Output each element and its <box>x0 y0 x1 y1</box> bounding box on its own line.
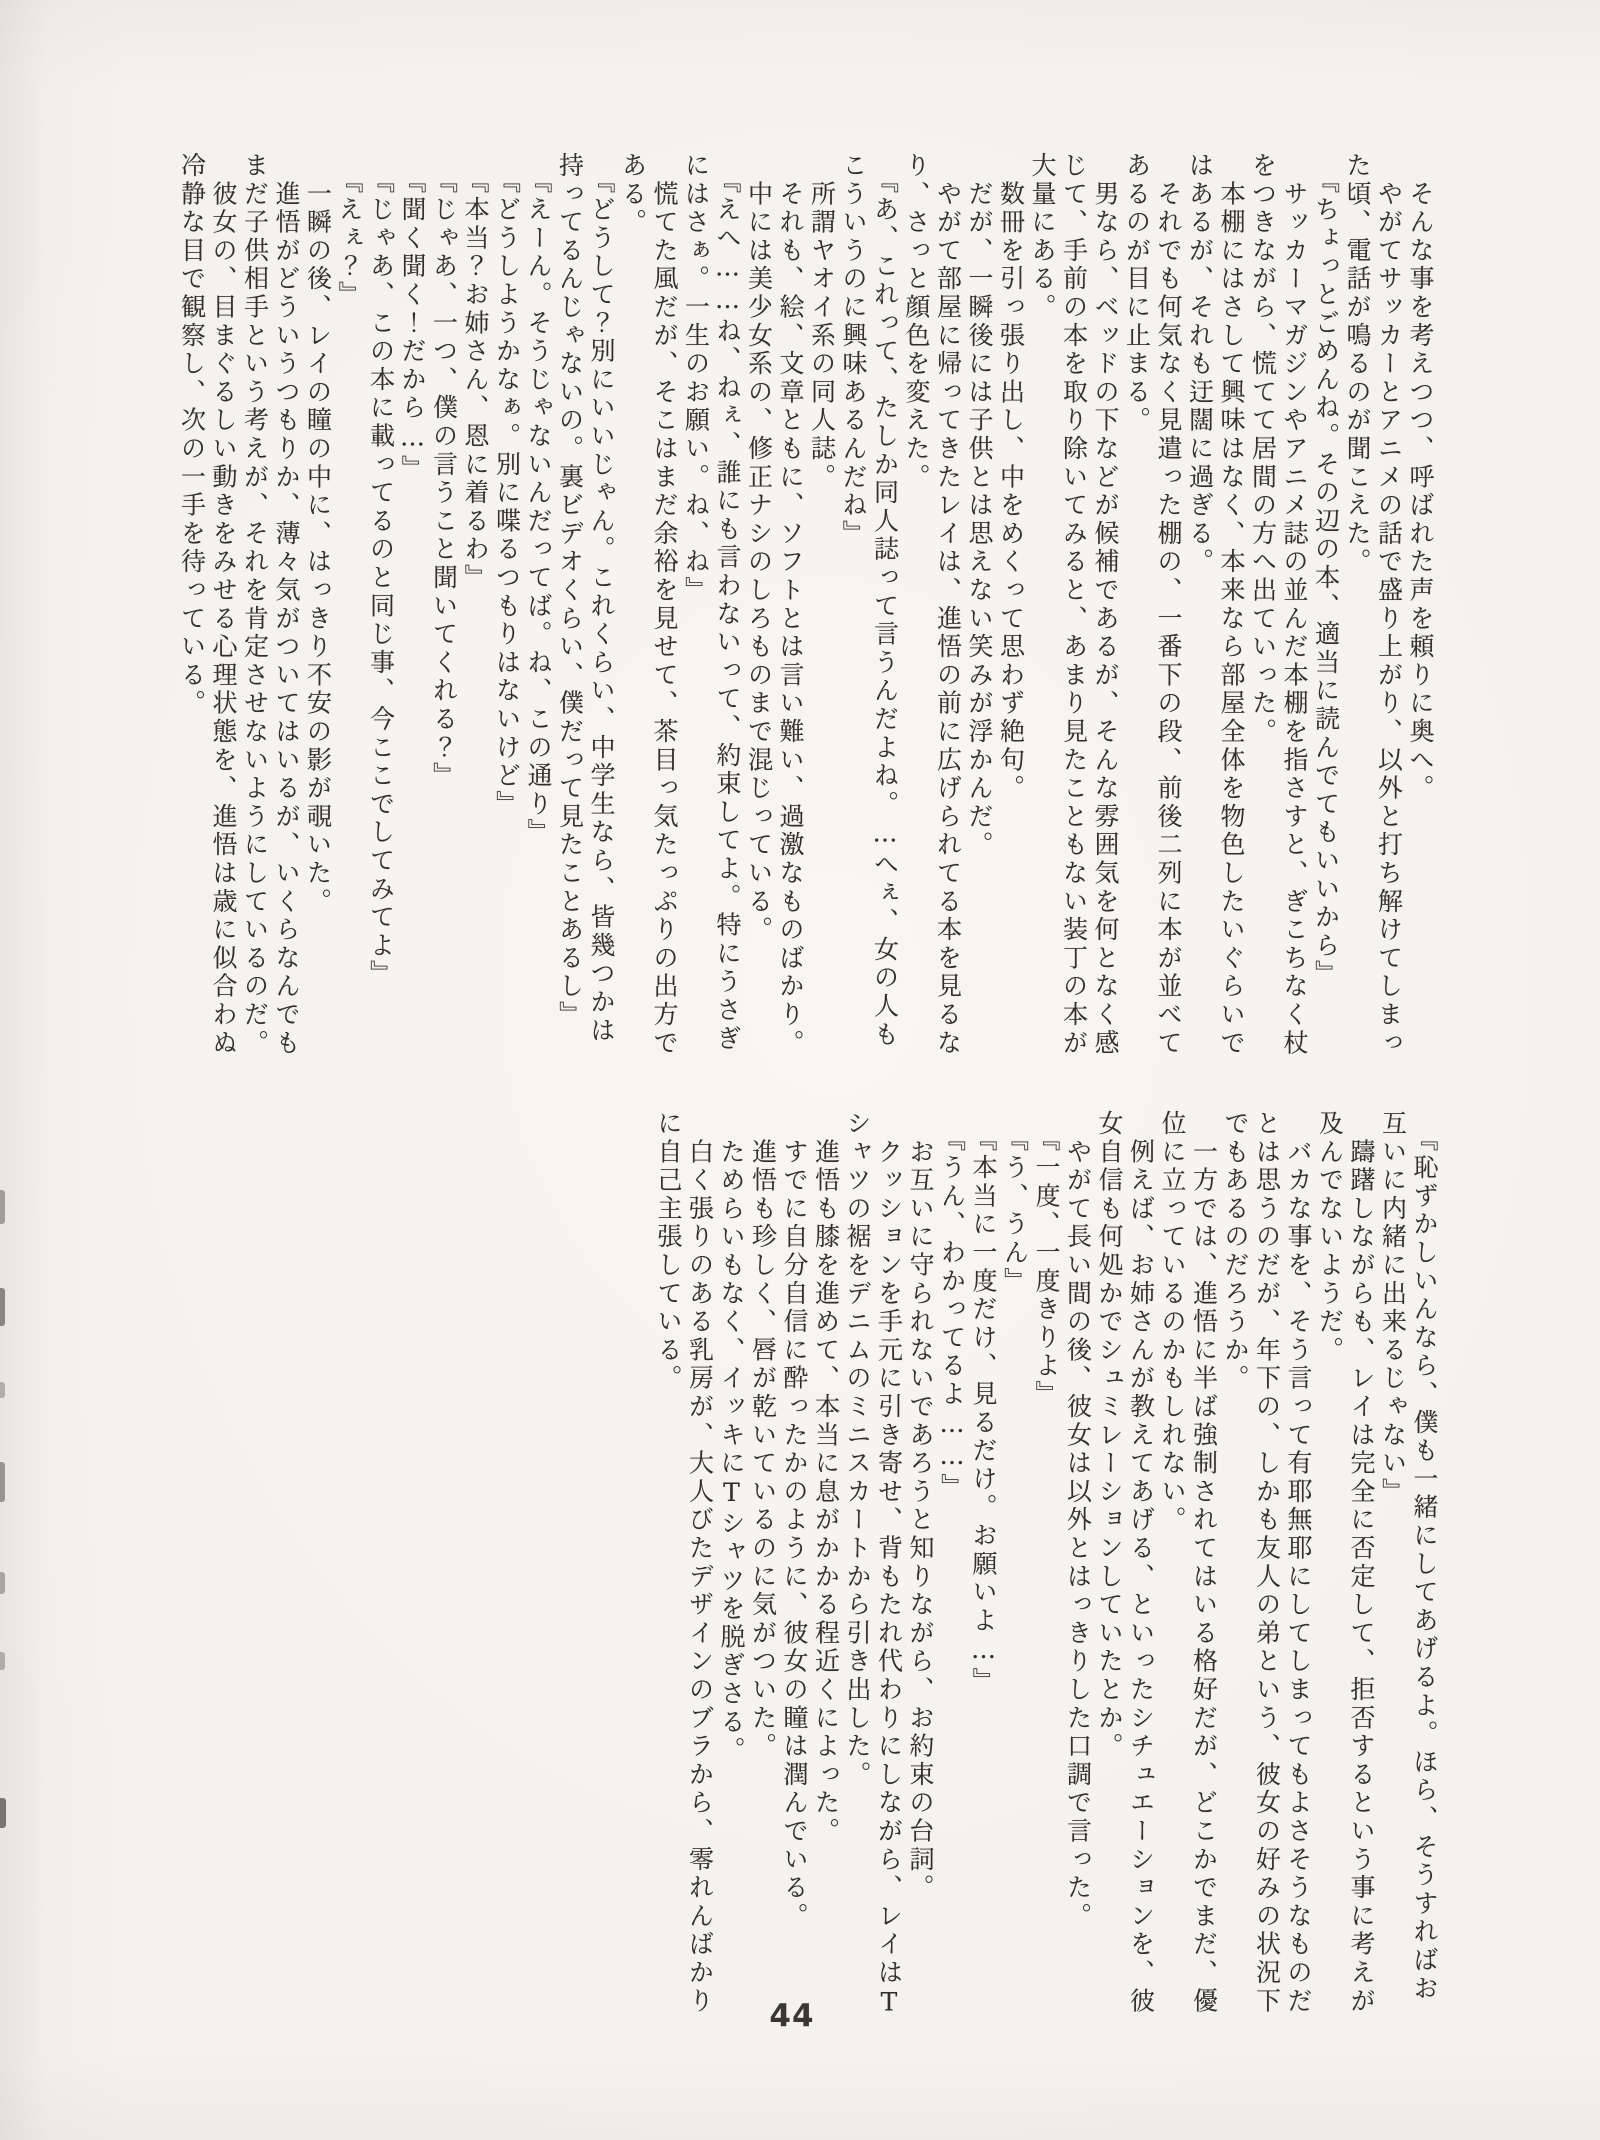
text-line: 互いに内緒に出来るじゃない』 <box>1378 1110 1408 1507</box>
text-line: 進悟がどういうつもりか、薄々気がついてはいるが、いくらなんでも <box>272 152 301 1058</box>
text-line: はあるが、それも迂闊に過ぎる。 <box>1185 152 1215 577</box>
text-line: 大量にある。 <box>1028 152 1057 322</box>
text-line: 一方では、進悟に半ば強制されてはいる格好だが、どこかでまだ、優 <box>1189 1110 1219 2016</box>
text-line: クッションを手元に引き寄せ、背もたれ代わりにしながら、レイはT <box>874 1110 904 2020</box>
scan-artifact <box>0 1572 5 1594</box>
text-line: 『じゃあ、一つ、僕の言うこと聞いてくれる？』 <box>429 152 459 791</box>
text-line: 及んでないようだ。 <box>1315 1110 1345 1365</box>
scan-artifact <box>0 1190 5 1224</box>
text-line: ある。 <box>618 152 648 237</box>
text-line: ためらいもなく、イッキにTシャツを脱ぎさる。 <box>717 1110 746 1765</box>
scan-artifact <box>0 1288 5 1326</box>
text-line: 『本当に一度だけ、見るだけ。お願いよ…』 <box>969 1110 998 1696</box>
text-line: 中には美少女系の、修正ナシのしろものまで混じっている。 <box>744 152 774 945</box>
text-line: 『どうして？別にいいじゃん。これくらい、中学生なら、皆幾つかは <box>587 152 616 1046</box>
text-line: 例えば、お姉さんが教えてあげる、といったシチュエーションを、彼 <box>1126 1110 1156 2016</box>
text-line: やがて長い間の後、彼女は以外とはっきりした口調で言った。 <box>1063 1110 1093 1931</box>
text-line: とは思うのだが、年下の、しかも友人の弟という、彼女の好みの状況下 <box>1252 1110 1282 2016</box>
text-line: でもあるのだろうか。 <box>1221 1110 1250 1393</box>
text-line: 『えーん。そうじゃないんだってば。ね、この通り』 <box>524 152 553 847</box>
text-line: サッカーマガジンやアニメ誌の並んだ本棚を指さすと、ぎこちなく杖 <box>1280 152 1309 1058</box>
text-line: 進悟も膝を進めて、本当に息がかかる程近くによった。 <box>811 1110 841 1846</box>
text-line: シャツの裾をデニムのミニスカートから引き出した。 <box>843 1110 872 1790</box>
text-line: やがて部屋に帰ってきたレイは、進悟の前に広げられてる本を見るな <box>933 152 963 1058</box>
text-line: 白く張りのある乳房が、大人びたデザインのブラから、零れんばかり <box>685 1110 715 2016</box>
text-line: それも、絵、文章ともに、ソフトとは言い難い、過激なものばかり。 <box>776 152 805 1058</box>
text-line: やがてサッカーとアニメの話で盛り上がり、以外と打ち解けてしまっ <box>1374 152 1404 1058</box>
text-line: 冷静な目で観察し、次の一手を待っている。 <box>177 152 207 718</box>
text-line: にはさぁ。一生のお願い。ね、ね』 <box>681 152 711 605</box>
scan-artifact <box>0 1382 5 1398</box>
text-line: た頃、電話が鳴るのが聞こえた。 <box>1343 152 1372 577</box>
text-line: 『えへ……ね、ねぇ、誰にも言わないって、約束してよ。特にうさぎ <box>713 152 742 1054</box>
text-line: 持ってるんじゃないの。裏ビデオくらい、僕だって見たことあるし』 <box>555 152 585 1030</box>
text-line: 躊躇しながらも、レイは完全に否定して、拒否するという事に考えが <box>1347 1110 1376 2016</box>
text-line: り、さっと顔色を変えた。 <box>902 152 931 492</box>
text-line: 『ちょっとごめんね。その辺の本、適当に読んでてもいいから』 <box>1311 152 1341 989</box>
text-line: 位に立っているのかもしれない。 <box>1158 1110 1187 1535</box>
text-line: それでも何気なく見遣った棚の、一番下の段、前後二列に本が並べて <box>1154 152 1183 1058</box>
text-line: 『聞く聞く！だから…』 <box>398 152 427 484</box>
text-line: 『本当？お姉さん、恩に着るわ』 <box>461 152 490 593</box>
text-line: 慌てた風だが、そこはまだ余裕を見せて、茶目っ気たっぷりの出方で <box>650 152 679 1058</box>
lower-text-block <box>652 1110 1440 2060</box>
scan-artifact <box>0 1798 6 1828</box>
text-line: 『どうしようかなぁ。別に喋るつもりはないけど』 <box>492 152 522 819</box>
text-line: すでに自分自信に酔ったかのように、彼女の瞳は潤んでいる。 <box>780 1110 809 1931</box>
text-line: 女自信も何処かでシュミレーションしていたとか。 <box>1095 1110 1124 1761</box>
text-line: 数冊を引っ張り出し、中をめくって思わず絶句。 <box>996 152 1026 803</box>
text-line: 一瞬の後、レイの瞳の中に、はっきり不安の影が覗いた。 <box>303 152 333 917</box>
text-line: をつきながら、慌てて居間の方へ出ていった。 <box>1248 152 1278 747</box>
text-line: 本棚にはさして興味はなく、本来なら部屋全体を物色したいぐらいで <box>1217 152 1246 1058</box>
scan-artifact <box>0 1652 5 1670</box>
text-line: 『一度、一度きりよ』 <box>1032 1110 1061 1409</box>
text-line: 『じゃあ、この本に載ってるのと同じ事、今ここでしてみてよ』 <box>366 152 396 989</box>
text-line: 彼女の、目まぐるしい動きをみせる心理状態を、進悟は歳に似合わぬ <box>209 152 238 1058</box>
text-line: 『恥ずかしいんなら、僕も一緒にしてあげるよ。ほら、そうすればお <box>1410 1110 1439 2004</box>
text-line: 所謂ヤオイ系の同人誌。 <box>807 152 837 492</box>
text-line: だが、一瞬後には子供とは思えない笑みが浮かんだ。 <box>965 152 994 860</box>
text-line: 『うん、わかってるよ……』 <box>937 1110 967 1502</box>
text-line: まだ子供相手という考えが、それを肯定させないようにしているのだ。 <box>240 152 270 1058</box>
text-line: こういうのに興味あるんだね』 <box>839 152 868 549</box>
page-number: 44 <box>769 1998 815 2034</box>
upper-text-block <box>176 152 1436 1102</box>
text-line: 『う、うん』 <box>1000 1110 1030 1296</box>
text-line: バカな事を、そう言って有耶無耶にしてしまってもよさそうなものだ <box>1284 1110 1313 2016</box>
text-line: に自己主張している。 <box>654 1110 683 1393</box>
scan-artifact <box>0 1462 5 1502</box>
text-line: そんな事を考えつつ、呼ばれた声を頼りに奥へ。 <box>1406 152 1435 803</box>
text-line: 『えぇ？』 <box>335 152 364 310</box>
text-line: 進悟も珍しく、唇が乾いているのに気がついた。 <box>748 1110 778 1761</box>
text-line: 男なら、ベッドの下などが候補であるが、そんな雰囲気を何となく感 <box>1091 152 1120 1058</box>
text-line: じて、手前の本を取り除いてみると、あまり見たこともない装丁の本が <box>1059 152 1089 1058</box>
text-line: お互いに守られないであろうと知りながら、お約束の台詞。 <box>906 1110 935 1903</box>
text-line: あるのが目に止まる。 <box>1122 152 1152 435</box>
text-line: 『あ、これって、たしか同人誌って言うんだよね。…へぇ、女の人も <box>870 152 900 1050</box>
